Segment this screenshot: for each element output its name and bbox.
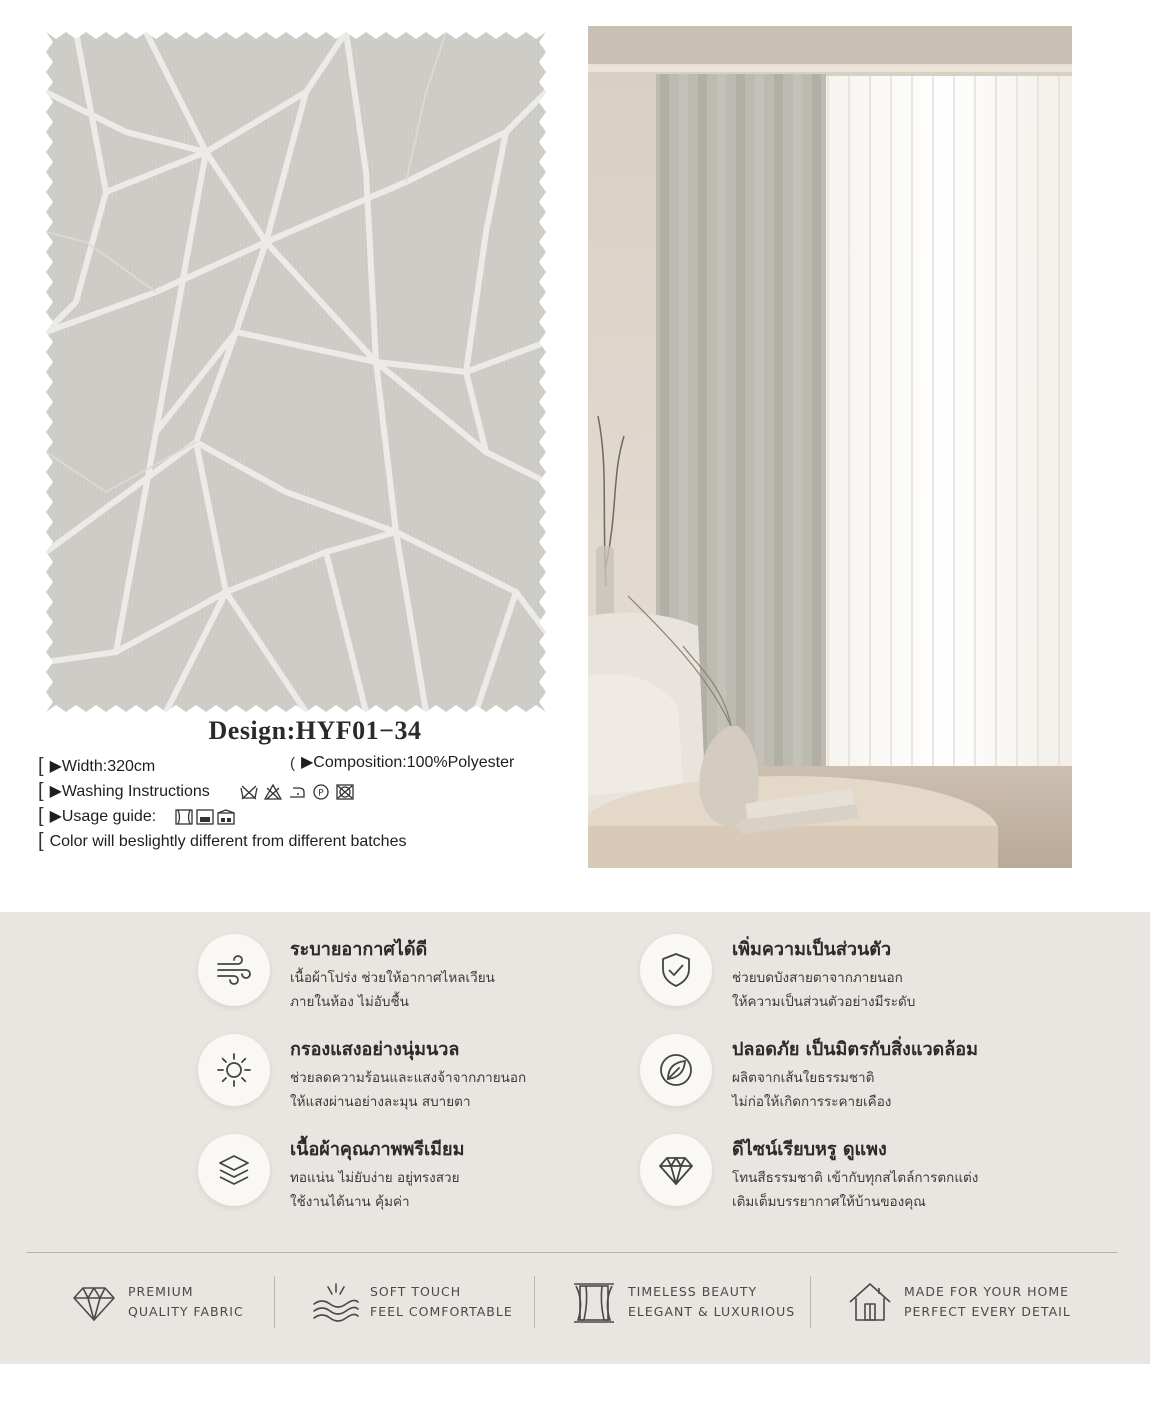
leaf-icon [656,1050,696,1090]
feature-desc-line2: ภายในห้อง ไม่อับชื้น [290,994,409,1010]
badge-home [846,1272,1071,1332]
badge-separator [274,1276,275,1328]
feature-privacy [640,934,1060,1014]
badge-line1: PREMIUM [128,1284,194,1299]
width-spec [38,754,155,777]
color-note-spec [38,829,406,852]
features-panel [0,912,1150,1364]
no-bleach-icon [264,784,282,800]
sun-icon [214,1050,254,1090]
bracket-glyph: [ [38,780,44,802]
layers-icon [214,1150,254,1190]
feature-desc-line1: โทนสีธรรมชาติ เข้ากับทุกสไตล์การตกแต่ง [732,1170,979,1186]
usage-symbols [175,809,235,825]
feature-desc-line2: ไม่ก่อให้เกิดการระคายเคือง [732,1094,892,1110]
feature-title: ปลอดภัย เป็นมิตรกับสิ่งแวดล้อม [732,1039,978,1060]
feature-icon-circle [640,1134,712,1206]
home-icon [846,1278,894,1326]
feature-eco-safe [640,1034,1060,1114]
feature-desc-line1: ผลิตจากเส้นใยธรรมชาติ [732,1070,875,1086]
feature-icon-circle [198,934,270,1006]
washing-spec [38,779,354,802]
fabric-swatch-image [46,32,546,712]
diamond-icon [70,1278,118,1326]
no-tumble-dry-icon [336,784,354,800]
composition-label: ▶Composition:100%Polyester [301,754,515,771]
bracket-glyph: [ [38,755,44,777]
badge-line1: MADE FOR YOUR HOME [904,1284,1070,1299]
feature-breathable [198,934,618,1014]
badge-line2: FEEL COMFORTABLE [370,1304,513,1319]
diamond-icon [656,1150,696,1190]
badge-text [370,1282,513,1322]
feature-title: เนื้อผ้าคุณภาพพรีเมียม [290,1139,465,1160]
no-wash-icon [240,784,258,800]
feature-icon-circle [640,1034,712,1106]
badge-separator [810,1276,811,1328]
badge-premium [70,1272,244,1332]
width-label: ▶Width:320cm [49,758,156,775]
feature-desc-line1: ช่วยลดความร้อนและแสงจ้าจากภายนอก [290,1070,527,1086]
badge-text [128,1282,244,1322]
washing-label: ▶Washing Instructions [49,783,210,800]
badge-timeless [570,1272,795,1332]
badge-line2: ELEGANT & LUXURIOUS [628,1304,796,1319]
badge-line1: TIMELESS BEAUTY [628,1284,758,1299]
bracket-glyph: ( [290,755,295,772]
feature-title: เพิ่มความเป็นส่วนตัว [732,939,892,960]
badge-line1: SOFT TOUCH [370,1284,462,1299]
design-code-title: Design:HYF01−34 [208,716,422,745]
bedroom-icon [217,809,235,825]
curtain-room-photo [588,26,1072,868]
living-room-icon [196,809,214,825]
feature-title: ดีไซน์เรียบหรู ดูแพง [732,1139,887,1160]
soft-touch-icon [312,1278,360,1326]
feature-icon-circle [640,934,712,1006]
badge-line2: QUALITY FABRIC [128,1304,244,1319]
wind-icon [214,950,254,990]
feature-light-filter [198,1034,618,1114]
feature-icon-circle [198,1034,270,1106]
feature-title: ระบายอากาศได้ดี [290,939,428,960]
section-divider [26,1252,1118,1253]
svg-text:P: P [318,788,324,799]
feature-desc-line2: ให้ความเป็นส่วนตัวอย่างมีระดับ [732,994,916,1010]
bracket-glyph: [ [38,830,44,852]
feature-desc-line2: ใช้งานได้นาน คุ้มค่า [290,1194,410,1210]
composition-spec [290,752,514,772]
iron-icon [288,784,306,800]
shield-check-icon [656,950,696,990]
feature-desc-line1: เนื้อผ้าโปร่ง ช่วยให้อากาศไหลเวียน [290,970,495,986]
bracket-glyph: [ [38,805,44,827]
feature-desc-line1: ช่วยบดบังสายตาจากภายนอก [732,970,903,986]
feature-desc-line2: ให้แสงผ่านอย่างละมุน สบายตา [290,1094,471,1110]
feature-elegant-design [640,1134,1060,1214]
color-note-label: Color will beslightly different from different batches [49,833,407,850]
usage-spec [38,804,235,827]
badge-soft-touch [312,1272,513,1332]
feature-desc-line2: เติมเต็มบรรยากาศให้บ้านของคุณ [732,1194,926,1210]
badge-text [628,1282,795,1322]
usage-label: ▶Usage guide: [49,808,157,825]
curtain-window-icon [570,1278,618,1326]
badge-text [904,1282,1071,1322]
feature-desc-line1: ทอแน่น ไม่ยับง่าย อยู่ทรงสวย [290,1170,460,1186]
feature-title: กรองแสงอย่างนุ่มนวล [290,1039,460,1060]
feature-icon-circle [198,1134,270,1206]
badge-line2: PERFECT EVERY DETAIL [904,1304,1071,1319]
care-symbols [240,784,354,800]
window-curtain-icon [175,809,193,825]
badge-separator [534,1276,535,1328]
feature-premium-fabric [198,1134,618,1214]
dry-clean-p-icon [312,784,330,800]
